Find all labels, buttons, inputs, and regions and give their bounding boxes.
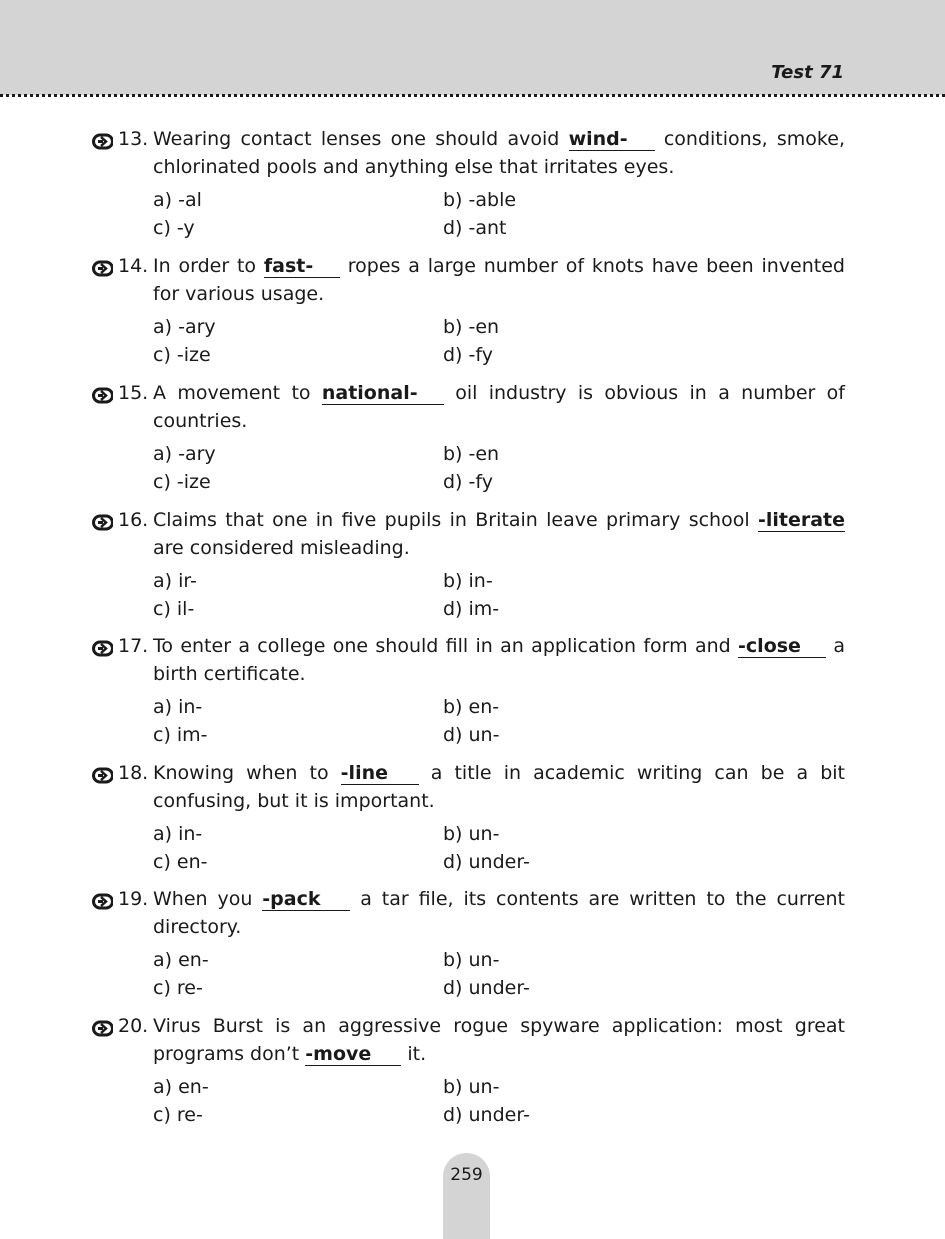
question-text: When you -pack a tar file, its contents are written to the current directory. [153,888,845,938]
option-c[interactable]: c) -ize [153,343,211,366]
dotted-divider [0,94,945,97]
page-number: 259 [450,1165,483,1185]
question-17 [90,633,845,749]
option-c[interactable]: c) re- [153,1103,203,1126]
option-a[interactable]: a) -ary [153,443,216,465]
question-number: 14. [118,255,149,277]
question-text: In order to fast- ropes a large number of knots have been invented for various usage. [153,255,845,305]
question-16 [90,507,845,623]
answer-blank: -move [305,1044,401,1066]
arrow-icon [90,259,113,278]
question-number: 18. [118,762,149,784]
arrow-icon [90,132,113,151]
option-a[interactable]: a) -al [153,189,202,211]
answer-options [153,314,845,369]
answer-blank: -literate [757,509,845,531]
answer-options [153,694,845,749]
question-text: A movement to national- oil industry is obvious in a number of countries. [153,382,845,432]
question-19 [90,886,845,1002]
question-number: 13. [118,128,149,150]
arrow-icon [90,766,113,785]
question-18 [90,760,845,876]
question-text: Wearing contact lenses one should avoid wind- conditions, smoke, chlorinated pools and anything else that irritates eyes. [153,128,845,178]
answer-options [153,187,845,242]
option-b[interactable]: b) en- [443,696,500,718]
question-text: Knowing when to -line a title in academic writing can be a bit confusing, but it is important. [153,762,845,812]
option-a[interactable]: a) ir- [153,570,197,592]
question-text: Virus Burst is an aggressive rogue spyware application: most great programs don’t -move it. [153,1015,845,1065]
arrow-icon [90,892,113,911]
answer-blank: -pack [262,889,350,911]
option-d[interactable]: d) under- [443,850,530,873]
question-14 [90,253,845,369]
option-b[interactable]: b) in- [443,570,493,592]
question-number: 19. [118,888,149,910]
question-number: 16. [118,509,149,531]
option-b[interactable]: b) un- [443,823,500,845]
option-b[interactable]: b) -en [443,443,500,465]
option-d[interactable]: d) un- [443,723,500,746]
option-a[interactable]: a) -ary [153,316,216,338]
option-d[interactable]: d) -fy [443,470,493,493]
answer-blank: wind- [569,129,655,151]
answer-blank: -line [341,763,419,785]
arrow-icon [90,513,113,532]
option-d[interactable]: d) im- [443,597,500,620]
answer-options [153,947,845,1002]
option-a[interactable]: a) in- [153,823,203,845]
option-c[interactable]: c) en- [153,850,208,873]
option-d[interactable]: d) -fy [443,343,493,366]
option-b[interactable]: b) -able [443,189,517,211]
question-number: 20. [118,1015,149,1037]
arrow-icon [90,1019,113,1038]
question-text: Claims that one in five pupils in Britain leave primary school -literate are considered misleading. [153,509,845,559]
option-b[interactable]: b) un- [443,949,500,971]
option-c[interactable]: c) im- [153,723,208,746]
question-13 [90,126,845,242]
option-a[interactable]: a) en- [153,1076,209,1098]
question-number: 15. [118,382,149,404]
answer-options [153,568,845,623]
option-c[interactable]: c) -ize [153,470,211,493]
answer-options [153,441,845,496]
question-20 [90,1013,845,1129]
test-title: Test 71 [771,62,844,83]
question-number: 17. [118,635,149,657]
option-c[interactable]: c) il- [153,597,195,620]
answer-options [153,821,845,876]
question-text: To enter a college one should fill in an application form and -close a birth certificate. [153,635,846,685]
option-a[interactable]: a) en- [153,949,209,971]
option-b[interactable]: b) un- [443,1076,500,1098]
option-c[interactable]: c) -y [153,216,195,239]
option-c[interactable]: c) re- [153,976,203,999]
option-d[interactable]: d) -ant [443,216,507,239]
option-d[interactable]: d) under- [443,1103,530,1126]
answer-blank: -close [738,636,826,658]
page-header [0,0,945,95]
option-b[interactable]: b) -en [443,316,500,338]
answer-blank: fast- [264,256,340,278]
arrow-icon [90,386,113,405]
option-a[interactable]: a) in- [153,696,203,718]
option-d[interactable]: d) under- [443,976,530,999]
arrow-icon [90,639,113,658]
question-15 [90,380,845,496]
answer-blank: national- [322,383,444,405]
answer-options [153,1074,845,1129]
